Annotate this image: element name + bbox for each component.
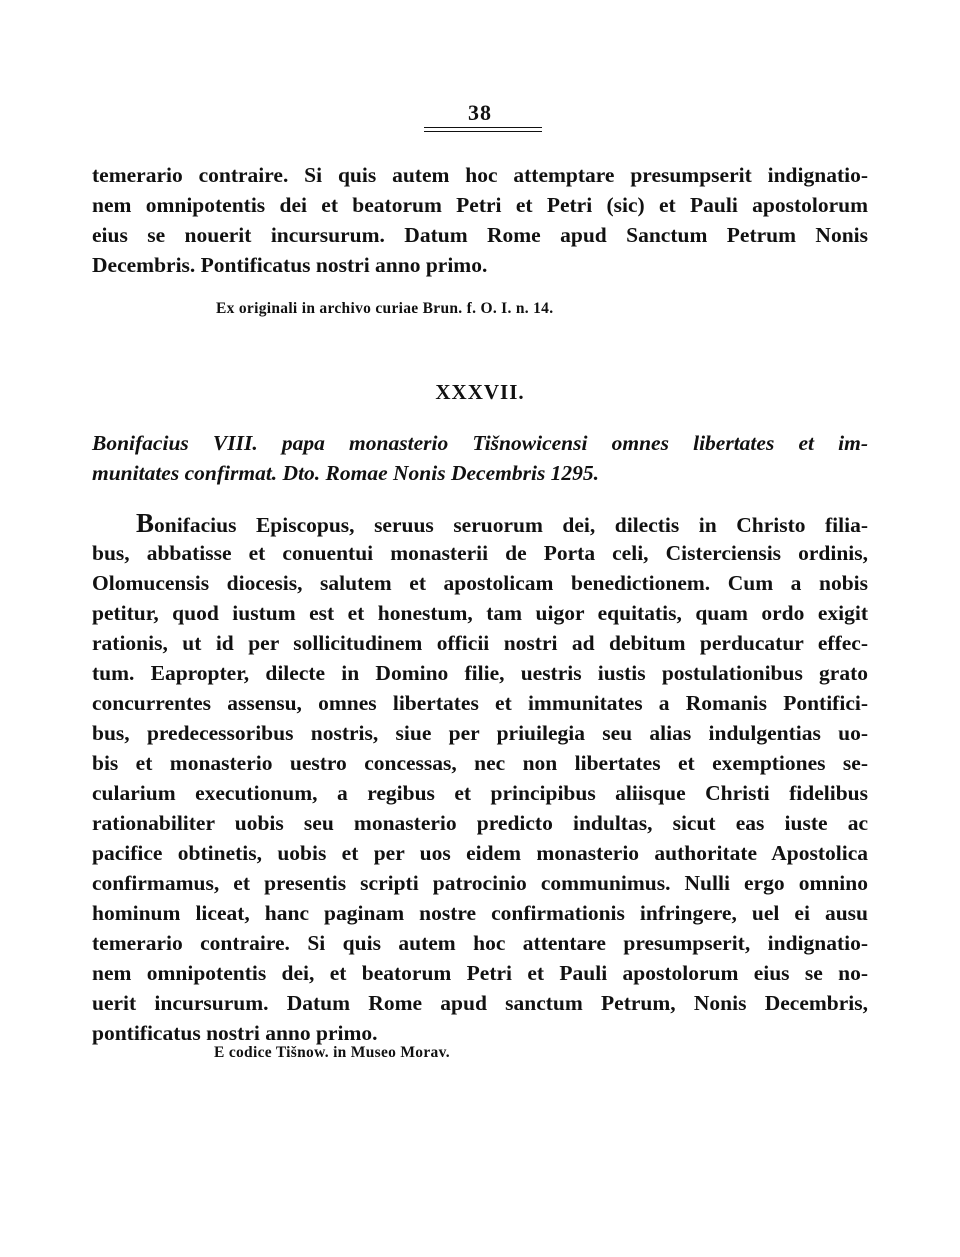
document-number: XXXVII. bbox=[435, 380, 525, 404]
page-number: 38 bbox=[468, 100, 492, 125]
text-line: temerario contraire. Si quis autem hoc attemptare presumpserit indignatio- bbox=[92, 163, 868, 187]
drop-cap: B bbox=[136, 508, 155, 538]
source-note: Ex originali in archivo curiae Brun. f. O. I. n. 14. bbox=[216, 300, 554, 317]
regest-line: munitates confirmat. Dto. Romae Nonis Decembris 1295. bbox=[92, 461, 600, 485]
source-note: E codice Tišnow. in Museo Morav. bbox=[214, 1044, 450, 1061]
page-number-rule bbox=[424, 131, 542, 132]
text-line-rest: onifacius Episcopus, seruus seruorum dei, dilectis in Christo filia- bbox=[154, 513, 868, 537]
text-line: bus, abbatisse et conuentui monasterii de Porta celi, Cisterciensis ordinis, bbox=[92, 541, 868, 565]
page-number-rule bbox=[424, 127, 542, 128]
text-line: Olomucensis diocesis, salutem et apostolicam benedictionem. Cum a nobis bbox=[92, 571, 868, 595]
text-line bbox=[92, 508, 868, 538]
regest bbox=[92, 428, 868, 488]
text-line: concurrentes assensu, omnes libertates et immunitates a Romanis Pontifici- bbox=[92, 691, 868, 715]
text-line: uerit incursurum. Datum Rome apud sanctum Petrum, Nonis Decembris, bbox=[92, 991, 868, 1015]
text-line: petitur, quod iustum est et honestum, tam uigor equitatis, quam ordo exigit bbox=[92, 601, 868, 625]
text-line: pontificatus nostri anno primo. bbox=[92, 1021, 378, 1045]
document-body bbox=[92, 508, 868, 1048]
text-line: rationabiliter uobis seu monasterio predicto indultas, sicut eas iuste ac bbox=[92, 811, 868, 835]
text-line: bus, predecessoribus nostris, siue per priuilegia seu alias indulgentias uo- bbox=[92, 721, 868, 745]
text-line: confirmamus, et presentis scripti patrocinio communimus. Nulli ergo omnino bbox=[92, 871, 868, 895]
text-line: hominum liceat, hanc paginam nostre confirmationis infringere, uel ei ausu bbox=[92, 901, 868, 925]
text-line: rationis, ut id per sollicitudinem officii nostri ad debitum perducatur effec- bbox=[92, 631, 868, 655]
text-line: tum. Eapropter, dilecte in Domino filie, uestris iustis postulationibus grato bbox=[92, 661, 868, 685]
text-line: pacifice obtinetis, uobis et per uos eidem monasterio authoritate Apostolica bbox=[92, 841, 868, 865]
text-line: Decembris. Pontificatus nostri anno primo. bbox=[92, 253, 488, 277]
text-line: cularium executionum, a regibus et principibus aliisque Christi fidelibus bbox=[92, 781, 868, 805]
intro-paragraph bbox=[92, 160, 868, 280]
regest-line: Bonifacius VIII. papa monasterio Tišnowicensi omnes libertates et im- bbox=[92, 431, 868, 455]
text-line: bis et monasterio uestro concessas, nec non libertates et exemptiones se- bbox=[92, 751, 868, 775]
text-line: eius se nouerit incursurum. Datum Rome apud Sanctum Petrum Nonis bbox=[92, 223, 868, 247]
text-line: temerario contraire. Si quis autem hoc attentare presumpserit, indignatio- bbox=[92, 931, 868, 955]
text-line: nem omnipotentis dei et beatorum Petri et Petri (sic) et Pauli apostolorum bbox=[92, 193, 868, 217]
text-line: nem omnipotentis dei, et beatorum Petri et Pauli apostolorum eius se no- bbox=[92, 961, 868, 985]
